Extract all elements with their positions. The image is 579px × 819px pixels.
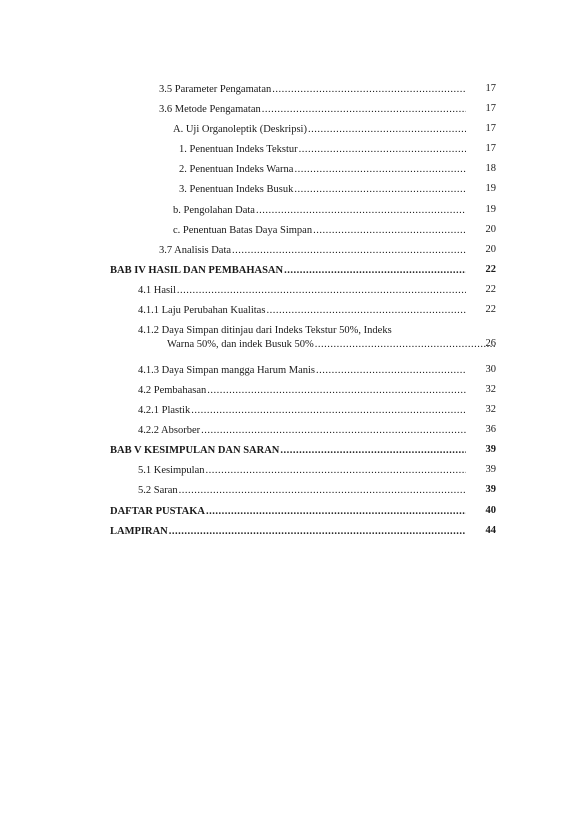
toc-entry-page: 36 bbox=[485, 424, 496, 435]
toc-entry-page: 32 bbox=[485, 404, 496, 415]
toc-entry-page: 26 bbox=[485, 338, 496, 349]
toc-leader-dots bbox=[272, 83, 466, 96]
toc-entry bbox=[179, 143, 469, 156]
toc-entry-title: A. Uji Organoleptik (Deskripsi) bbox=[173, 124, 307, 135]
toc-entry-page: 22 bbox=[485, 284, 496, 295]
toc-entry-page: 30 bbox=[485, 364, 496, 375]
toc-leader-dots bbox=[313, 224, 466, 237]
toc-entry bbox=[138, 464, 469, 477]
toc-entry-page: 17 bbox=[485, 143, 496, 154]
toc-entry-title: 4.2.1 Plastik bbox=[138, 405, 191, 416]
toc-entry-page: 44 bbox=[485, 525, 496, 536]
toc-leader-dots bbox=[232, 244, 466, 257]
toc-entry-title: 3.5 Parameter Pengamatan bbox=[159, 84, 272, 95]
toc-entry-title: 1. Penentuan Indeks Tekstur bbox=[179, 144, 298, 155]
toc-entry-page: 39 bbox=[485, 444, 496, 455]
toc-entry-title: 3.7 Analisis Data bbox=[159, 245, 232, 256]
toc-chapter-entry bbox=[110, 444, 469, 457]
toc-entry bbox=[138, 424, 469, 437]
toc-leader-dots bbox=[294, 183, 466, 196]
toc-leader-dots bbox=[299, 143, 466, 156]
toc-leader-dots bbox=[315, 338, 495, 351]
toc-entry bbox=[159, 103, 469, 116]
toc-leader-dots bbox=[206, 464, 467, 477]
toc-entry bbox=[138, 284, 469, 297]
toc-entry bbox=[138, 484, 469, 497]
toc-entry-title: 3. Penentuan Indeks Busuk bbox=[179, 184, 294, 195]
toc-chapter-entry bbox=[110, 505, 469, 518]
toc-entry-page: 17 bbox=[485, 83, 496, 94]
toc-entry bbox=[159, 244, 469, 257]
toc-entry-page: 19 bbox=[485, 183, 496, 194]
toc-leader-dots bbox=[256, 204, 466, 217]
toc-leader-dots bbox=[308, 123, 466, 136]
toc-entry-title: 2. Penentuan Indeks Warna bbox=[179, 164, 294, 175]
toc-entry bbox=[173, 204, 469, 217]
toc-entry-title-line2: Warna 50%, dan indek Busuk 50% bbox=[167, 339, 314, 350]
toc-chapter-title: BAB V KESIMPULAN DAN SARAN bbox=[110, 445, 280, 456]
toc-entry bbox=[179, 163, 469, 176]
toc-chapter-title: BAB IV HASIL DAN PEMBAHASAN bbox=[110, 265, 284, 276]
toc-entry bbox=[179, 183, 469, 196]
toc-entry-title: 3.6 Metode Pengamatan bbox=[159, 104, 261, 115]
toc-entry bbox=[138, 404, 469, 417]
toc-leader-dots bbox=[266, 304, 466, 317]
toc-leader-dots bbox=[280, 444, 466, 457]
toc-leader-dots bbox=[316, 364, 466, 377]
toc-entry-page: 19 bbox=[485, 204, 496, 215]
toc-entry-title: 4.1 Hasil bbox=[138, 285, 176, 296]
toc-leader-dots bbox=[207, 384, 466, 397]
toc-entry-page: 39 bbox=[485, 464, 496, 475]
toc-entry bbox=[138, 364, 469, 377]
toc-leader-dots bbox=[201, 424, 466, 437]
toc-entry-page: 32 bbox=[485, 384, 496, 395]
toc-entry-page: 20 bbox=[485, 224, 496, 235]
toc-entry-title: c. Penentuan Batas Daya Simpan bbox=[173, 225, 313, 236]
toc-entry-title: b. Pengolahan Data bbox=[173, 205, 255, 216]
toc-leader-dots bbox=[294, 163, 466, 176]
toc-entry bbox=[173, 224, 469, 237]
toc-entry-page: 40 bbox=[485, 505, 496, 516]
toc-entry-title: 4.1.1 Laju Perubahan Kualitas bbox=[138, 305, 266, 316]
toc-chapter-entry bbox=[110, 264, 469, 277]
toc-leader-dots bbox=[169, 525, 466, 538]
toc-entry-title: 4.2 Pembahasan bbox=[138, 385, 207, 396]
toc-entry-page: 17 bbox=[485, 123, 496, 134]
toc-leader-dots bbox=[284, 264, 466, 277]
toc-leader-dots bbox=[179, 484, 466, 497]
toc-leader-dots bbox=[262, 103, 466, 116]
toc-entry-page: 17 bbox=[485, 103, 496, 114]
toc-entry-multiline bbox=[138, 324, 469, 351]
toc-leader-dots bbox=[177, 284, 466, 297]
toc-entry bbox=[159, 83, 469, 96]
toc-chapter-title: LAMPIRAN bbox=[110, 526, 168, 537]
toc-entry bbox=[138, 384, 469, 397]
toc-entry-title: 5.2 Saran bbox=[138, 485, 178, 496]
toc-entry bbox=[138, 304, 469, 317]
toc-entry-page: 22 bbox=[485, 304, 496, 315]
toc-entry-page: 22 bbox=[485, 264, 496, 275]
toc-chapter-entry bbox=[110, 525, 469, 538]
toc-entry-page: 18 bbox=[485, 163, 496, 174]
toc-entry-title: 5.1 Kesimpulan bbox=[138, 465, 205, 476]
toc-leader-dots bbox=[206, 505, 466, 518]
toc-entry-title-line1: 4.1.2 Daya Simpan ditinjau dari Indeks Tekstur 50%, Indeks bbox=[138, 325, 392, 336]
toc-entry-page: 39 bbox=[485, 484, 496, 495]
toc-entry-page: 20 bbox=[485, 244, 496, 255]
toc-chapter-title: DAFTAR PUSTAKA bbox=[110, 506, 205, 517]
toc-leader-dots bbox=[191, 404, 466, 417]
toc-entry-title: 4.1.3 Daya Simpan mangga Harum Manis bbox=[138, 365, 316, 376]
toc-entry bbox=[173, 123, 469, 136]
toc-entry-title: 4.2.2 Absorber bbox=[138, 425, 201, 436]
